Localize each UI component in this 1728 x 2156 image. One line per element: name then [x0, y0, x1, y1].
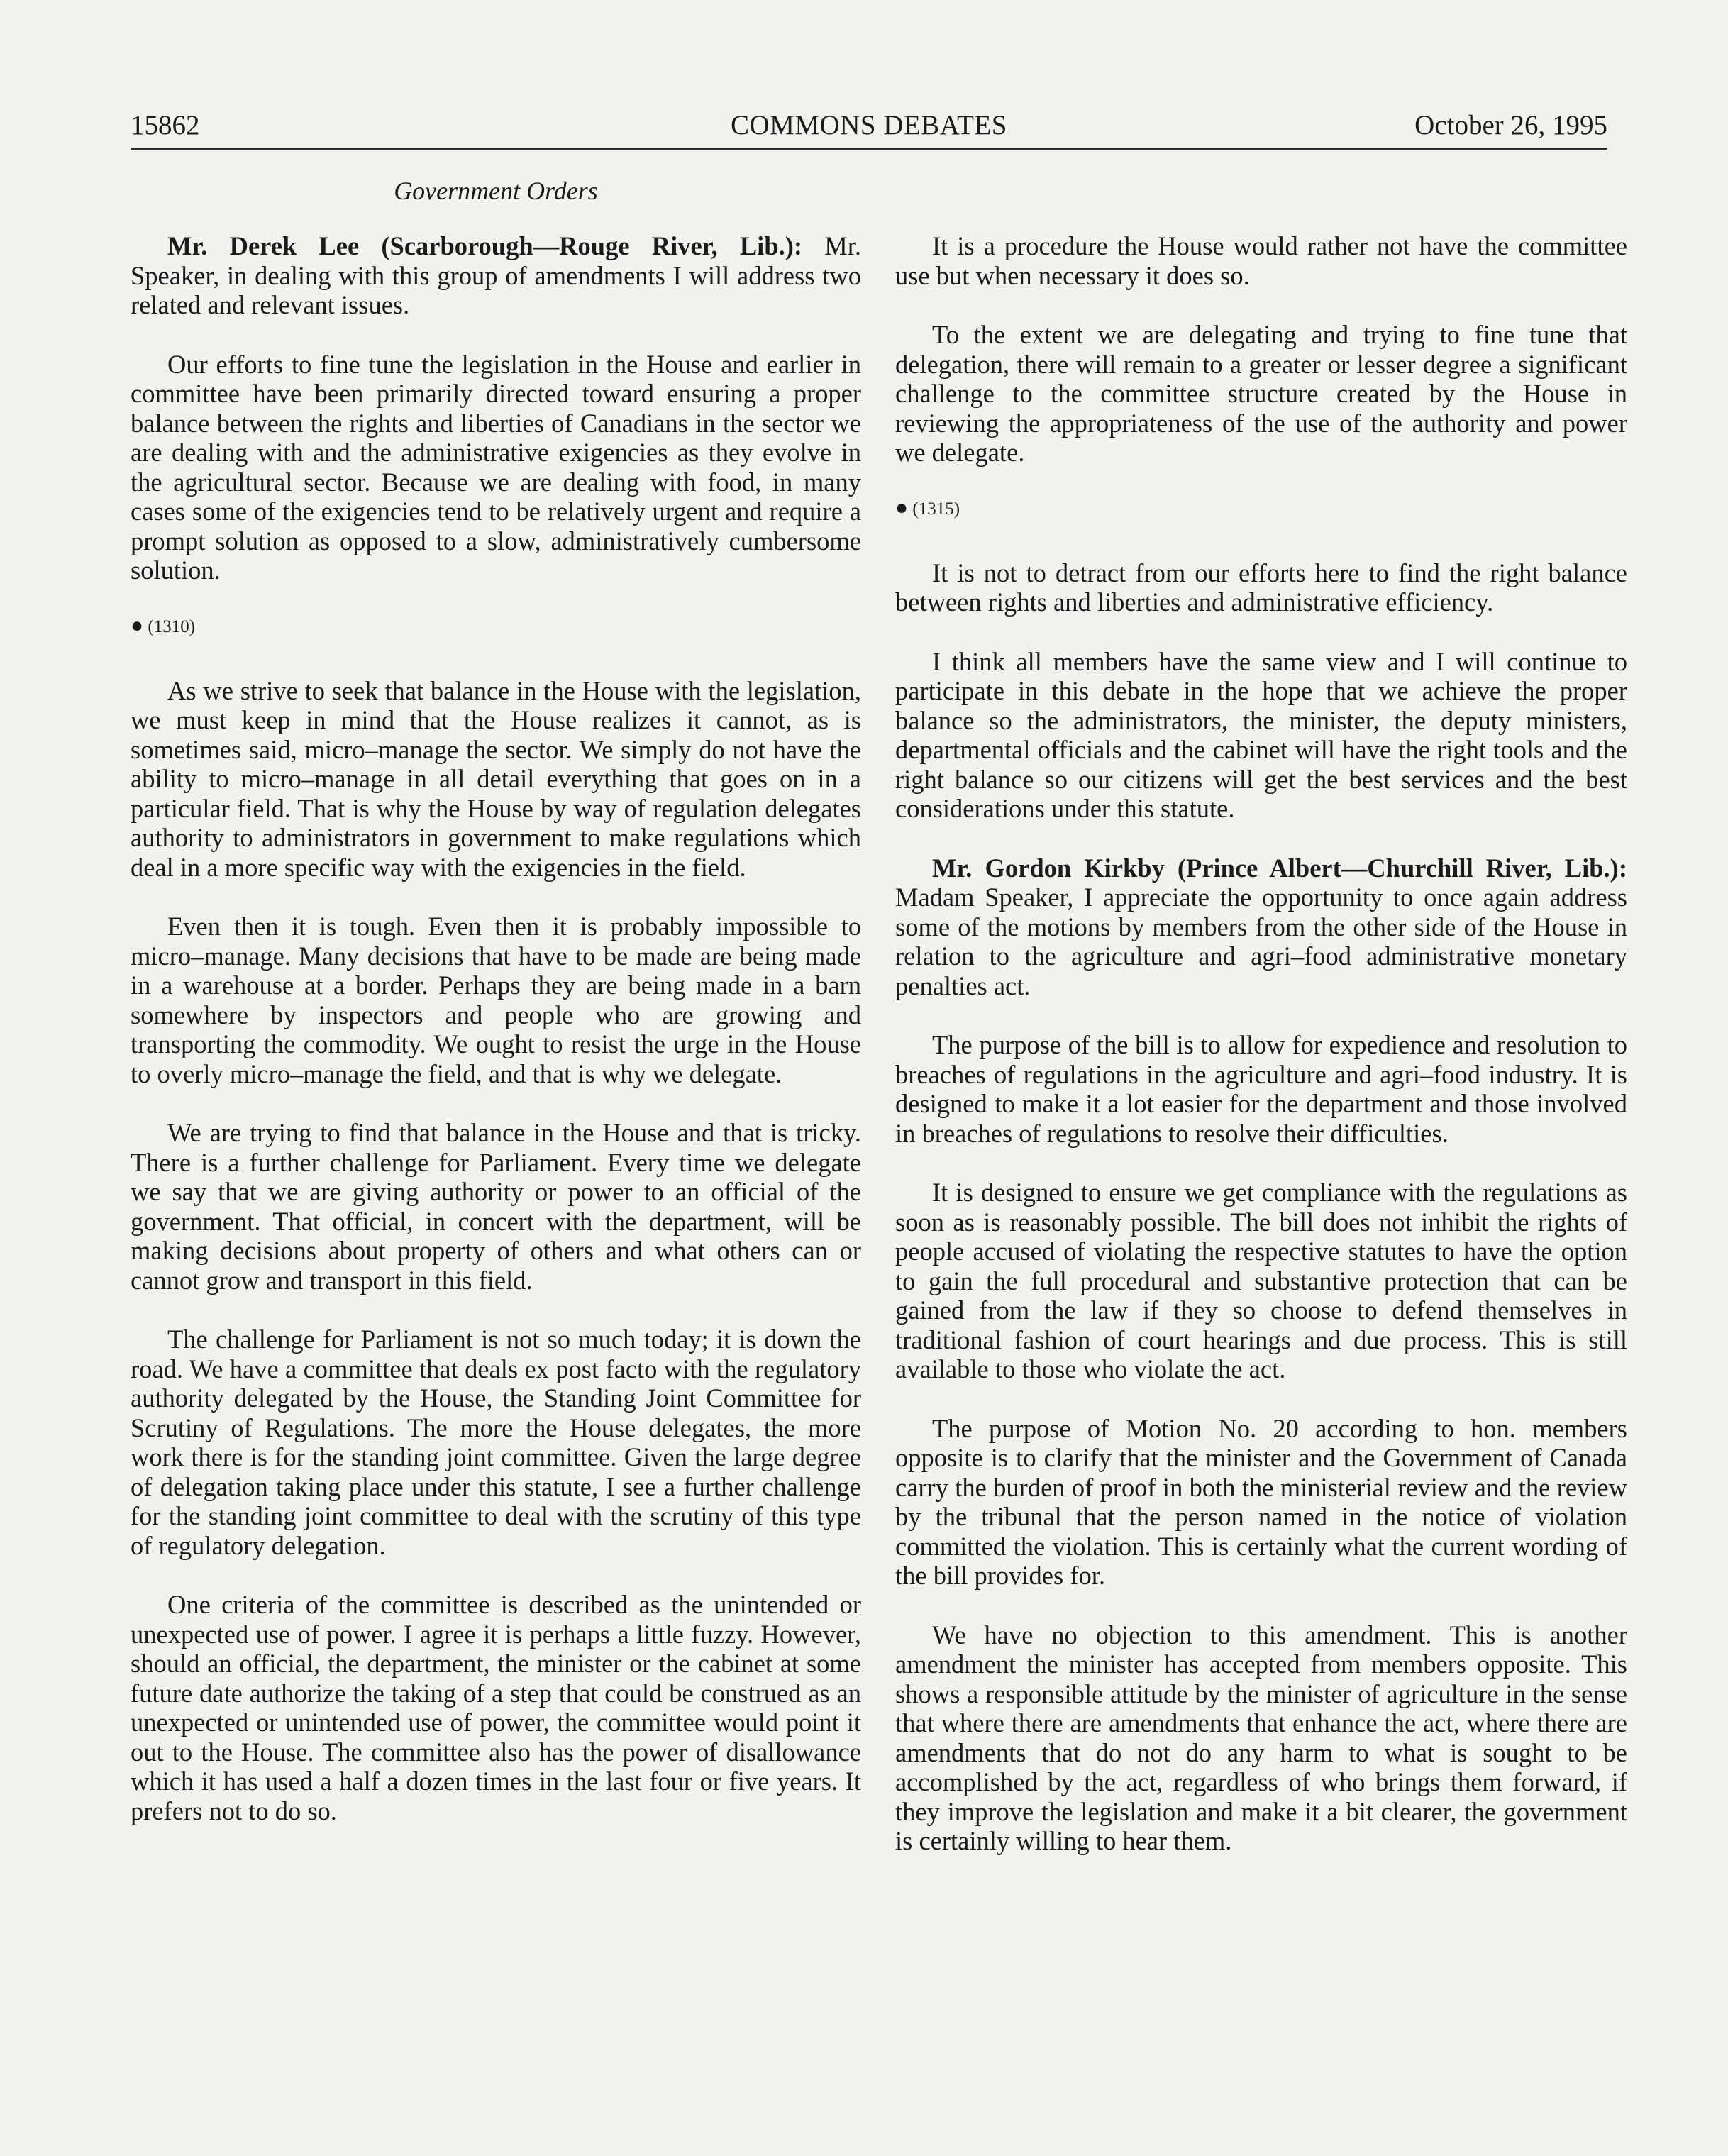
publication-title: COMMONS DEBATES — [731, 110, 1007, 140]
speech-text: Mr. Speaker, in dealing with this group of amendments I will address two related and relevant issues. — [131, 231, 861, 319]
bullet-icon: ● — [895, 495, 909, 519]
speaker-name: Mr. Gordon Kirkby (Prince Albert—Churchill River, Lib.): — [932, 853, 1627, 883]
left-column — [131, 231, 861, 1855]
timestamp-marker — [131, 615, 861, 638]
paragraph: Even then it is tough. Even then it is probably impossible to micro–manage. Many decisions that have to be made are being made in a warehouse at a border. Perhaps they are being made in a barn somewhere by inspectors and people who are growing and transporting the commodity. We ought to resist the urge in the House to overly micro–manage the field, and that is why we delegate. — [131, 912, 861, 1088]
speech-text: Madam Speaker, I appreciate the opportunity to once again address some of the motions by members from the other side of the House in relation to the agriculture and agri–food administrative monetary penalties act. — [895, 883, 1627, 1000]
paragraph: We have no objection to this amendment. This is another amendment the minister has accepted from members opposite. This shows a responsible attitude by the minister of agriculture in the sense that where there are amendments that enhance the act, where there are amendments that do not do any harm to what is sought to be accomplished by the act, regardless of who brings them forward, if they improve the legislation and make it a bit clearer, the government is certainly willing to hear them. — [895, 1620, 1627, 1855]
timestamp-marker — [895, 497, 1627, 520]
bullet-icon: ● — [131, 613, 144, 637]
paragraph: The purpose of Motion No. 20 according to hon. members opposite is to clarify that the minister and the Government of Canada carry the burden of proof in both the ministerial review and the review by the tribunal that the person named in the notice of violation committed the violation. This is certainly what the current wording of the bill provides for. — [895, 1413, 1627, 1590]
paragraph: To the extent we are delegating and trying to fine tune that delegation, there will remain to a greater or lesser degree a significant challenge to the committee structure created by the House in reviewing the appropriateness of the use of the authority and power we delegate. — [895, 320, 1627, 467]
paragraph: We are trying to find that balance in the House and that is tricky. There is a further challenge for Parliament. Every time we delegate we say that we are giving authority or power to an official of the government. That official, in concert with the department, will be making decisions about property of others and what others can or cannot grow and transport in this field. — [131, 1118, 861, 1295]
paragraph: The purpose of the bill is to allow for expedience and resolution to breaches of regulations in the agriculture and agri–food industry. It is designed to make it a lot easier for the department and those involved in breaches of regulations to resolve their difficulties. — [895, 1030, 1627, 1148]
publication-date: October 26, 1995 — [1414, 110, 1607, 140]
paragraph: The challenge for Parliament is not so much today; it is down the road. We have a committee that deals ex post facto with the regulatory authority delegated by the House, the Standing Joint Committee for Scrutiny of Regulations. The more the House delegates, the more work there is for the standing joint committee. Given the large degree of delegation taking place under this statute, I see a further challenge for the standing joint committee to deal with the scrutiny of this type of regulatory delegation. — [131, 1325, 861, 1560]
page-number: 15862 — [131, 110, 200, 140]
speech-paragraph — [895, 853, 1627, 1001]
section-title: Government Orders — [394, 177, 598, 205]
timestamp: (1310) — [148, 617, 196, 636]
speaker-name: Mr. Derek Lee (Scarborough—Rouge River, Lib.): — [167, 231, 803, 260]
paragraph: It is designed to ensure we get compliance with the regulations as soon as is reasonably possible. The bill does not inhibit the rights of people accused of violating the respective statutes to have the option to gain the full procedural and substantive protection that can be gained from the law if they so choose to defend themselves in traditional fashion of court hearings and due process. This is still available to those who violate the act. — [895, 1178, 1627, 1383]
page-header — [131, 105, 1607, 148]
timestamp: (1315) — [912, 499, 960, 519]
paragraph: It is a procedure the House would rather not have the committee use but when necessary it does so. — [895, 231, 1627, 290]
paragraph: Our efforts to fine tune the legislation in the House and earlier in committee have been primarily directed toward ensuring a proper balance between the rights and liberties of Canadians in the sector we are dealing with and the administrative exigencies as they evolve in the agricultural sector. Because we are dealing with food, in many cases some of the exigencies tend to be relatively urgent and require a prompt solution as opposed to a slow, administratively cumbersome solution. — [131, 349, 861, 585]
speech-paragraph — [131, 231, 861, 320]
paragraph: It is not to detract from our efforts here to find the right balance between rights and liberties and administrative efficiency. — [895, 558, 1627, 617]
header-rule — [131, 148, 1607, 150]
right-column — [895, 231, 1627, 1886]
paragraph: As we strive to seek that balance in the House with the legislation, we must keep in mind that the House realizes it cannot, as is sometimes said, micro–manage the sector. We simply do not have the ability to micro–manage in all detail everything that goes on in a particular field. That is why the House by way of regulation delegates authority to administrators in government to make regulations which deal in a more specific way with the exigencies in the field. — [131, 675, 861, 882]
paragraph: I think all members have the same view and I will continue to participate in this debate in the hope that we achieve the proper balance so the administrators, the minister, the deputy ministers, departmental officials and the cabinet will have the right tools and the right balance so our citizens will get the best services and the best considerations under this statute. — [895, 646, 1627, 823]
paragraph: One criteria of the committee is described as the unintended or unexpected use of power. I agree it is perhaps a little fuzzy. However, should an official, the department, the minister or the cabinet at some future date authorize the taking of a step that could be construed as an unexpected or unintended use of power, the committee would point it out to the House. The committee also has the power of disallowance which it has used a half a dozen times in the last four or five years. It prefers not to do so. — [131, 1590, 861, 1825]
